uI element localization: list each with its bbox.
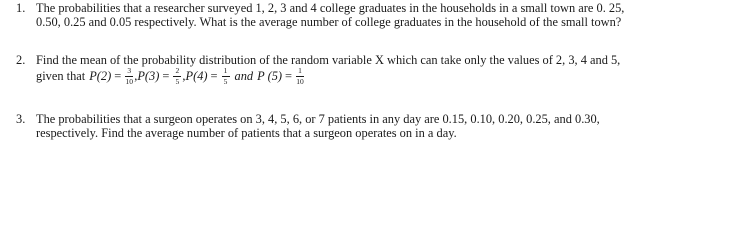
equals-sign: = [210,68,218,83]
problem-number: 3. [16,112,26,126]
fraction-denominator: 5 [223,76,228,86]
formula-term-label: P(2) [89,68,112,83]
formula-and: and [234,68,254,83]
fraction-numerator: 1 [298,65,302,75]
equals-sign: = [285,68,293,83]
fraction [125,67,133,86]
term-separator: , [182,68,186,83]
text-line: Find the mean of the probability distribution of the random variable X which can take only the values of 2, 3, 4 and 5, [36,53,621,67]
formula-term-label: P(3) [137,68,160,83]
fraction [222,67,230,86]
fraction-numerator: 2 [175,65,180,75]
probability-formula [36,64,305,88]
fraction-denominator: 10 [125,76,133,86]
formula-term-label: P(4) [185,68,208,83]
fraction-numerator: 3 [127,65,132,75]
problem-number: 2. [16,53,26,67]
fraction-denominator: 10 [296,76,304,86]
term-separator: , [134,68,138,83]
fraction-denominator: 5 [175,76,180,86]
text-line: The probabilities that a surgeon operates on 3, 4, 5, 6, or 7 patients in any day are 0.15, 0.10, 0.20, 0.25, and 0.30, [36,112,600,126]
text-line: respectively. Find the average number of patients that a surgeon operates on in a day. [36,126,457,140]
text-line: 0.50, 0.25 and 0.05 respectively. What is the average number of college graduates in the household of the small town? [36,15,622,29]
problem-number: 1. [16,1,26,15]
fraction [173,67,181,86]
formula-prefix: given that [36,68,86,83]
equals-sign: = [162,68,170,83]
formula-term-label: P (5) [257,68,283,83]
fraction-numerator: 1 [223,65,228,75]
text-line: The probabilities that a researcher surveyed 1, 2, 3 and 4 college graduates in the households in a small town are 0. 25, [36,1,625,15]
equals-sign: = [114,68,122,83]
fraction [296,67,304,86]
